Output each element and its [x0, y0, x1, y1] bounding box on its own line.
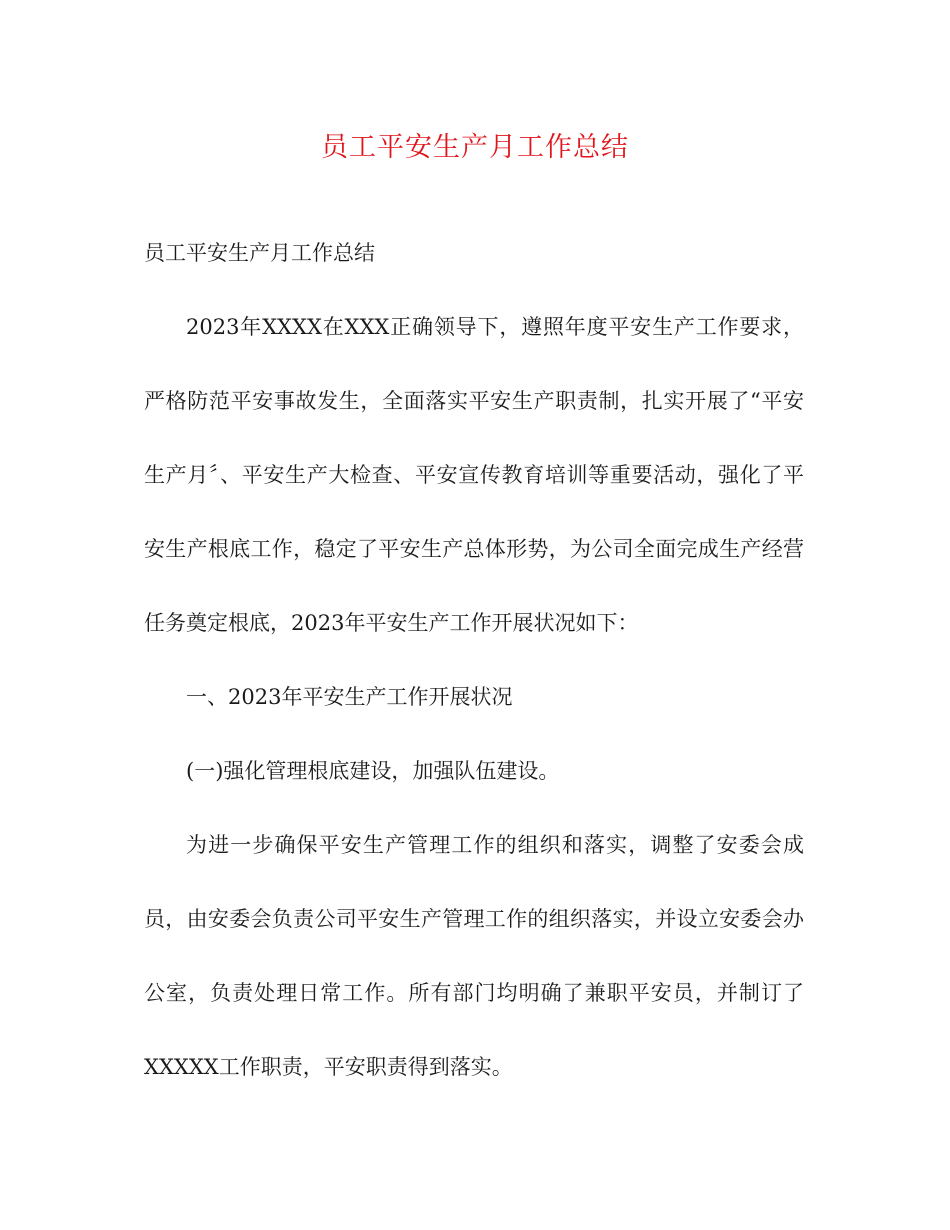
section-heading-1: 一、2023年平安生产工作开展状况 [186, 685, 513, 709]
document-subtitle: 员工平安生产月工作总结 [144, 241, 375, 265]
subsection-heading-1: (一)强化管理根底建设，加强队伍建设。 [186, 759, 560, 783]
paragraph-management: 为进一步确保平安生产管理工作的组织和落实，调整了安委会成员，由安委会负责公司平安生产管理工作的组织落实，并设立安委会办公室，负责处理日常工作。所有部门均明确了兼职平安员，并制订了XXXXX工作职责，平安职责得到落实。 [144, 833, 804, 1079]
document-title: 员工平安生产月工作总结 [321, 132, 629, 163]
document-body [144, 216, 804, 1104]
paragraph-intro: 2023年XXXX在XXX正确领导下，遵照年度平安生产工作要求，严格防范平安事故发生，全面落实平安生产职责制，扎实开展了“平安生产月〞、平安生产大检查、平安宣传教育培训等重要活动，强化了平安生产根底工作，稳定了平安生产总体形势，为公司全面完成生产经营任务奠定根底，2023年平安生产工作开展状况如下： [144, 315, 804, 635]
